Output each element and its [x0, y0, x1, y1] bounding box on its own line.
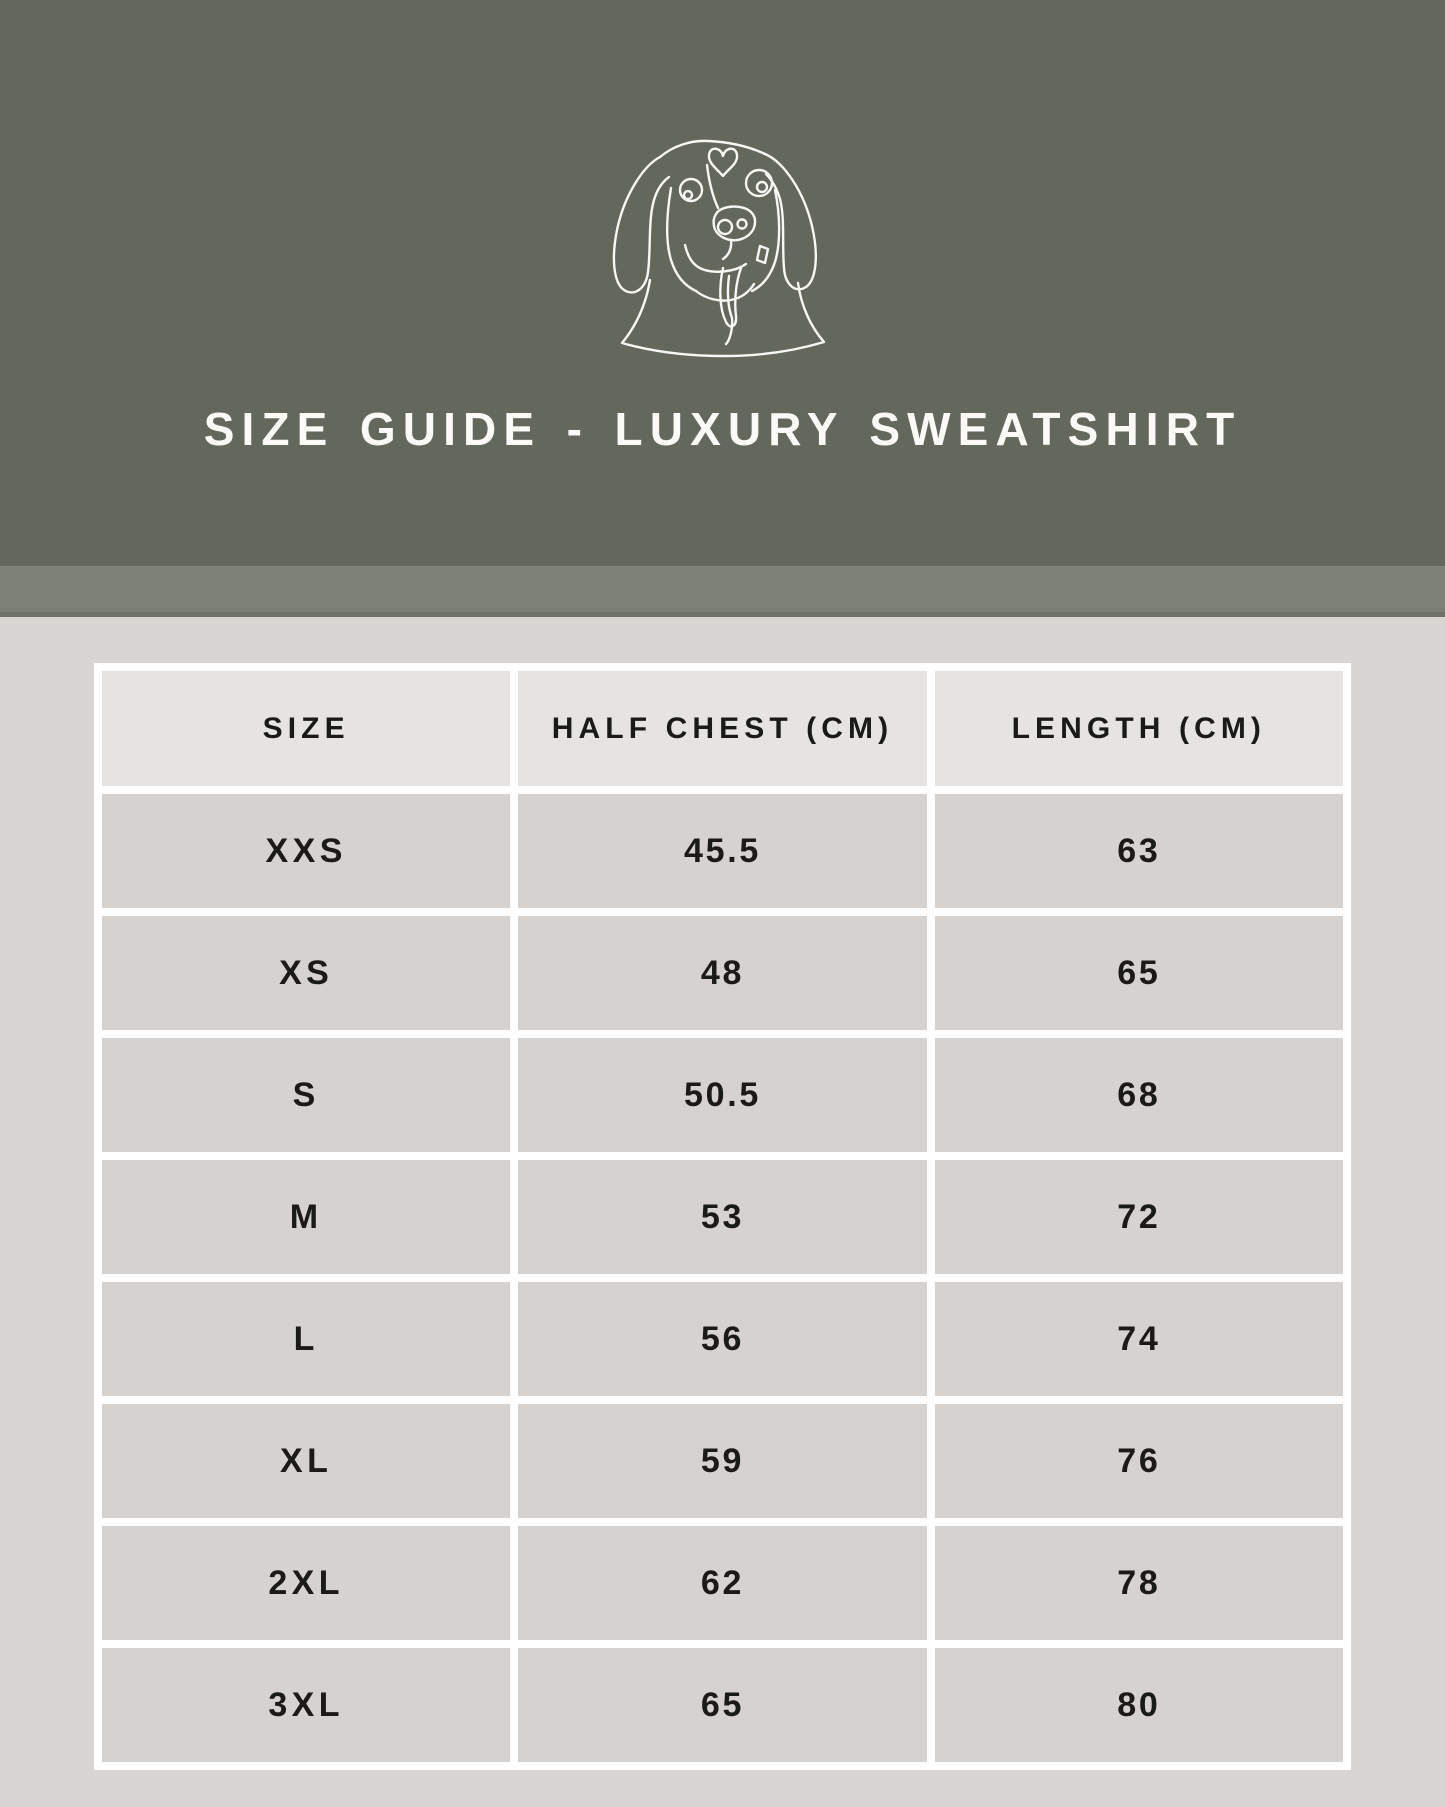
half-chest-value: 65: [518, 1648, 926, 1762]
size-label: L: [102, 1282, 510, 1396]
header-row: [102, 671, 1343, 786]
size-label: M: [102, 1160, 510, 1274]
table-row-m: [102, 1160, 1343, 1274]
size-table-body: [102, 794, 1343, 1762]
table-row-3xl: [102, 1648, 1343, 1762]
dachshund-dog-line-art-icon: [588, 100, 858, 360]
size-label: 3XL: [102, 1648, 510, 1762]
length-value: 65: [935, 916, 1343, 1030]
size-table-header: [102, 671, 1343, 786]
size-label: XL: [102, 1404, 510, 1518]
col-header-half-chest: HALF CHEST (CM): [518, 671, 926, 786]
length-value: 76: [935, 1404, 1343, 1518]
col-header-size: SIZE: [102, 671, 510, 786]
length-value: 78: [935, 1526, 1343, 1640]
half-chest-value: 45.5: [518, 794, 926, 908]
length-value: 80: [935, 1648, 1343, 1762]
table-row-l: [102, 1282, 1343, 1396]
length-value: 68: [935, 1038, 1343, 1152]
hero-divider-band: [0, 566, 1445, 617]
hero-banner: [0, 0, 1445, 566]
half-chest-value: 48: [518, 916, 926, 1030]
half-chest-value: 62: [518, 1526, 926, 1640]
size-table-section: [0, 617, 1445, 1770]
length-value: 72: [935, 1160, 1343, 1274]
page-title: SIZE GUIDE - LUXURY SWEATSHIRT: [203, 403, 1242, 455]
table-row-xl: [102, 1404, 1343, 1518]
size-label: XXS: [102, 794, 510, 908]
length-value: 63: [935, 794, 1343, 908]
half-chest-value: 56: [518, 1282, 926, 1396]
half-chest-value: 59: [518, 1404, 926, 1518]
table-row-s: [102, 1038, 1343, 1152]
col-header-length: LENGTH (CM): [935, 671, 1343, 786]
size-label: 2XL: [102, 1526, 510, 1640]
size-label: S: [102, 1038, 510, 1152]
size-table: [94, 663, 1351, 1770]
half-chest-value: 53: [518, 1160, 926, 1274]
table-row-2xl: [102, 1526, 1343, 1640]
size-label: XS: [102, 916, 510, 1030]
half-chest-value: 50.5: [518, 1038, 926, 1152]
table-row-xxs: [102, 794, 1343, 908]
length-value: 74: [935, 1282, 1343, 1396]
table-row-xs: [102, 916, 1343, 1030]
